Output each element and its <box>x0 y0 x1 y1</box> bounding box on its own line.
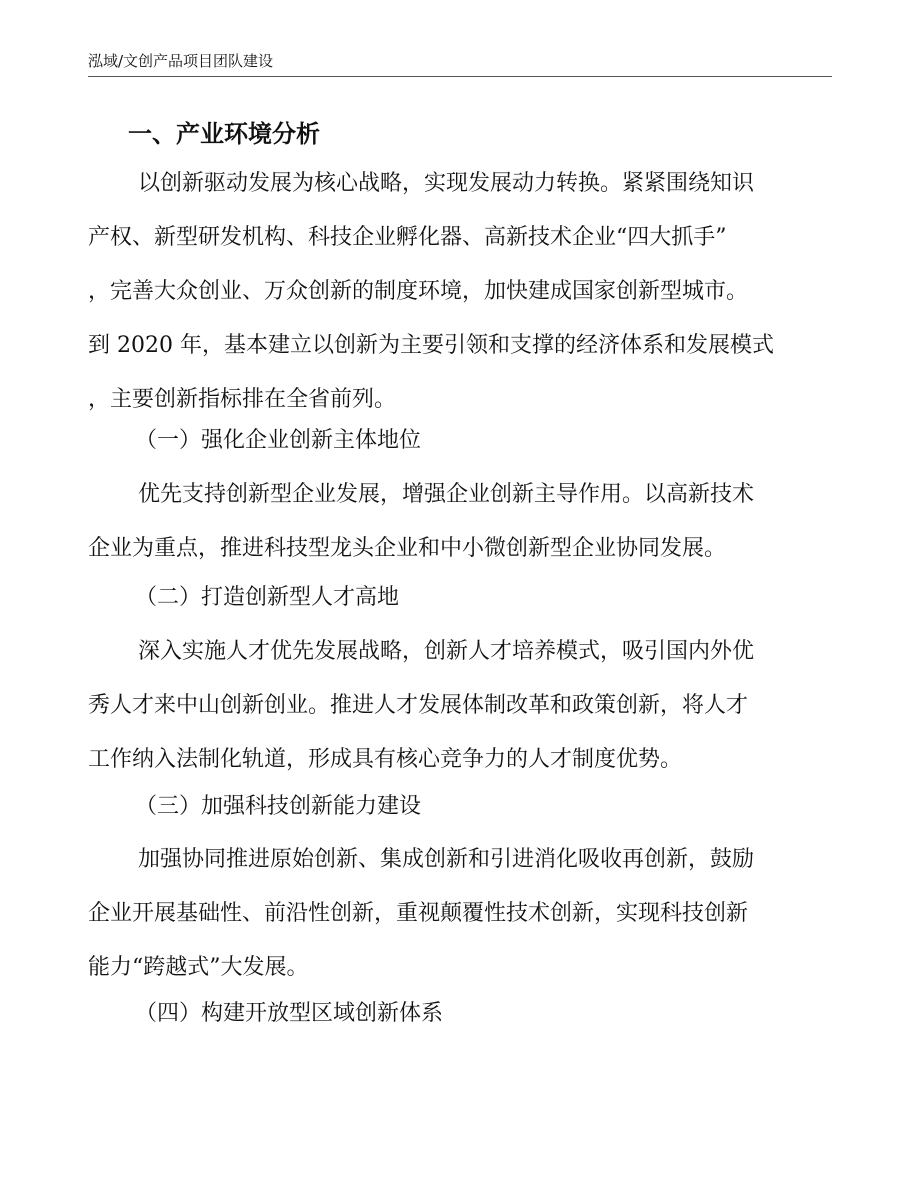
page-header: 泓域/文创产品项目团队建设 <box>88 52 274 70</box>
paragraph-line: 优先支持创新型企业发展，增强企业创新主导作用。以高新技术 <box>138 482 755 507</box>
paragraph-line: 企业开展基础性、前沿性创新，重视颠覆性技术创新，实现科技创新 <box>88 901 749 926</box>
subsection-heading: （二）打造创新型人才高地 <box>135 585 400 610</box>
paragraph-line: 深入实施人才优先发展战略，创新人才培养模式，吸引国内外优 <box>138 639 755 664</box>
subsection-paragraph <box>88 468 832 576</box>
paragraph-line: 到 2020 年，基本建立以创新为主要引领和支撑的经济体系和发展模式 <box>88 333 774 358</box>
subsection-heading: （一）强化企业创新主体地位 <box>135 428 422 453</box>
intro-paragraph <box>88 157 832 427</box>
section-title: 一、产业环境分析 <box>128 120 320 148</box>
header-divider <box>88 76 832 77</box>
paragraph-line: ，主要创新指标排在全省前列。 <box>88 387 397 412</box>
subsection-heading: （三）加强科技创新能力建设 <box>135 794 422 819</box>
subsection-paragraph <box>88 625 832 787</box>
paragraph-line: 以创新驱动发展为核心战略，实现发展动力转换。紧紧围绕知识 <box>138 171 755 196</box>
paragraph-line: ，完善大众创业、万众创新的制度环境，加快建成国家创新型城市。 <box>88 279 749 304</box>
paragraph-line: 秀人才来中山创新创业。推进人才发展体制改革和政策创新，将人才 <box>88 693 749 718</box>
paragraph-line: 能力“跨越式”大发展。 <box>88 955 309 980</box>
subsection-paragraph <box>88 833 832 995</box>
paragraph-line: 产权、新型研发机构、科技企业孵化器、高新技术企业“四大抓手” <box>88 225 727 250</box>
paragraph-line: 企业为重点，推进科技型龙头企业和中小微创新型企业协同发展。 <box>88 536 727 561</box>
subsection-heading: （四）构建开放型区域创新体系 <box>135 1001 444 1026</box>
paragraph-line: 加强协同推进原始创新、集成创新和引进消化吸收再创新，鼓励 <box>138 847 755 872</box>
paragraph-line: 工作纳入法制化轨道，形成具有核心竞争力的人才制度优势。 <box>88 747 683 772</box>
